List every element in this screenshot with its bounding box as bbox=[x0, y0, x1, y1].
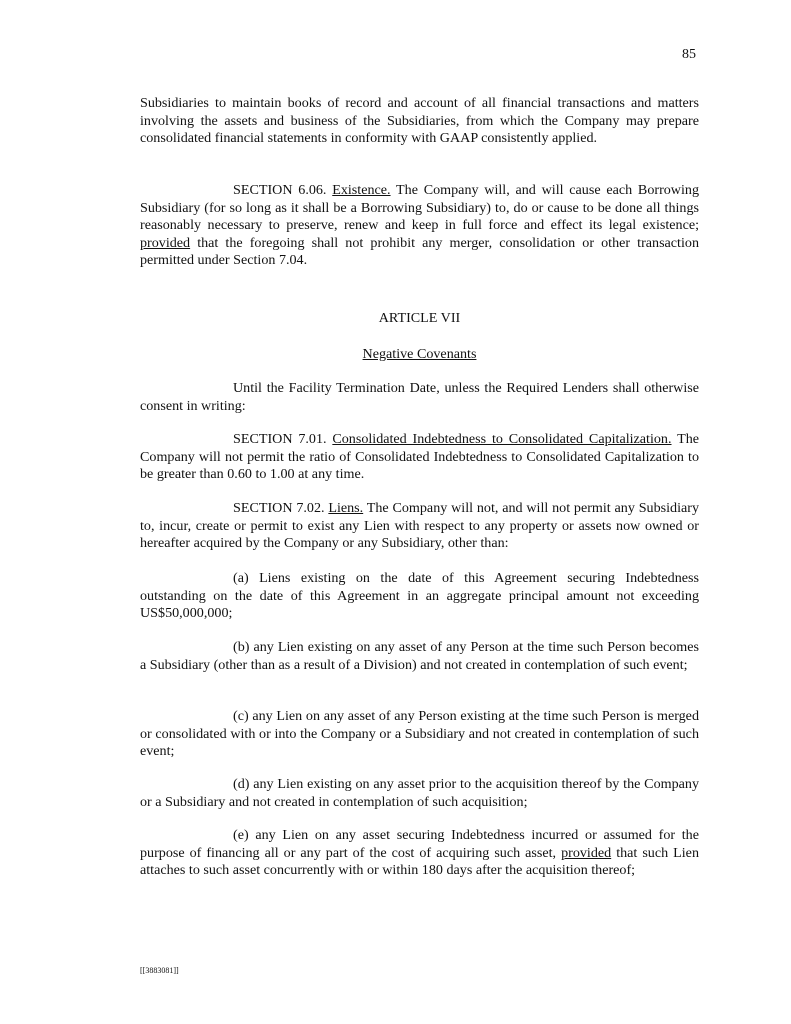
article-intro: Until the Facility Termination Date, unless the Required Lenders shall otherwise consent in writing: bbox=[140, 380, 699, 414]
provided-term: provided bbox=[561, 844, 612, 861]
article-title: Negative Covenants bbox=[362, 346, 477, 362]
section-number: SECTION 7.02. bbox=[233, 500, 325, 516]
page-number: 85 bbox=[682, 47, 696, 62]
clause-b: (b) any Lien existing on any asset of any Person at the time such Person becomes a Subsidiary (other than as a result of a Division) and not created in contemplation of such event; bbox=[140, 639, 699, 673]
section-text: The Company will, and will cause each Borrowing Subsidiary (for so long as it shall be a Borrowing Subsidiary) to, do or cause to be done all things reasonably necessary to preserve, renew and keep in full force and effect its legal existence; bbox=[140, 182, 699, 234]
provided-term: provided bbox=[140, 234, 191, 251]
section-text: The Company will not, and will not permit any Subsidiary to, incur, create or permit to exist any Lien with respect to any property or assets now owned or hereafter acquired by the Company or any Subsidiary, other than: bbox=[140, 500, 699, 552]
section-text: that the foregoing shall not prohibit any merger, consolidation or other transaction permitted under Section 7.04. bbox=[140, 234, 699, 269]
section-number: SECTION 6.06. bbox=[233, 182, 327, 198]
clause-a: (a) Liens existing on the date of this Agreement securing Indebtedness outstanding on the date of this Agreement in an aggregate principal amount not exceeding US$50,000,000; bbox=[140, 570, 699, 622]
section-title: Existence. bbox=[332, 182, 391, 198]
document-footer-id: [[3883081]] bbox=[140, 966, 179, 975]
paragraph-continuation: Subsidiaries to maintain books of record and account of all financial transactions and matters involving the assets and business of the Subsidiaries, from which the Company may prepare consolidated financial statements in conformity with GAAP consistently applied. bbox=[140, 95, 699, 147]
clause-c: (c) any Lien on any asset of any Person existing at the time such Person is merged or consolidated with or into the Company or a Subsidiary and not created in contemplation of such event; bbox=[140, 708, 699, 760]
section-6-06 bbox=[140, 182, 699, 270]
clause-e: (e) any Lien on any asset securing Indebtedness incurred or assumed for the purpose of financing all or any part of the cost of acquiring such asset, provided that such Lien attaches to such asset concurrently with or within 180 days after the acquisition thereof; bbox=[140, 827, 699, 879]
section-7-02 bbox=[140, 500, 699, 553]
section-title: Liens. bbox=[328, 500, 364, 516]
article-heading: ARTICLE VII bbox=[378, 310, 461, 326]
section-text: The Company will not permit the ratio of Consolidated Indebtedness to Consolidated Capitalization to be greater than 0.60 to 1.00 at any time. bbox=[140, 431, 699, 483]
clause-d: (d) any Lien existing on any asset prior to the acquisition thereof by the Company or a Subsidiary and not created in contemplation of such acquisition; bbox=[140, 776, 699, 810]
section-7-01 bbox=[140, 431, 699, 484]
section-title: Consolidated Indebtedness to Consolidated Capitalization. bbox=[332, 431, 672, 447]
section-number: SECTION 7.01. bbox=[233, 431, 327, 447]
